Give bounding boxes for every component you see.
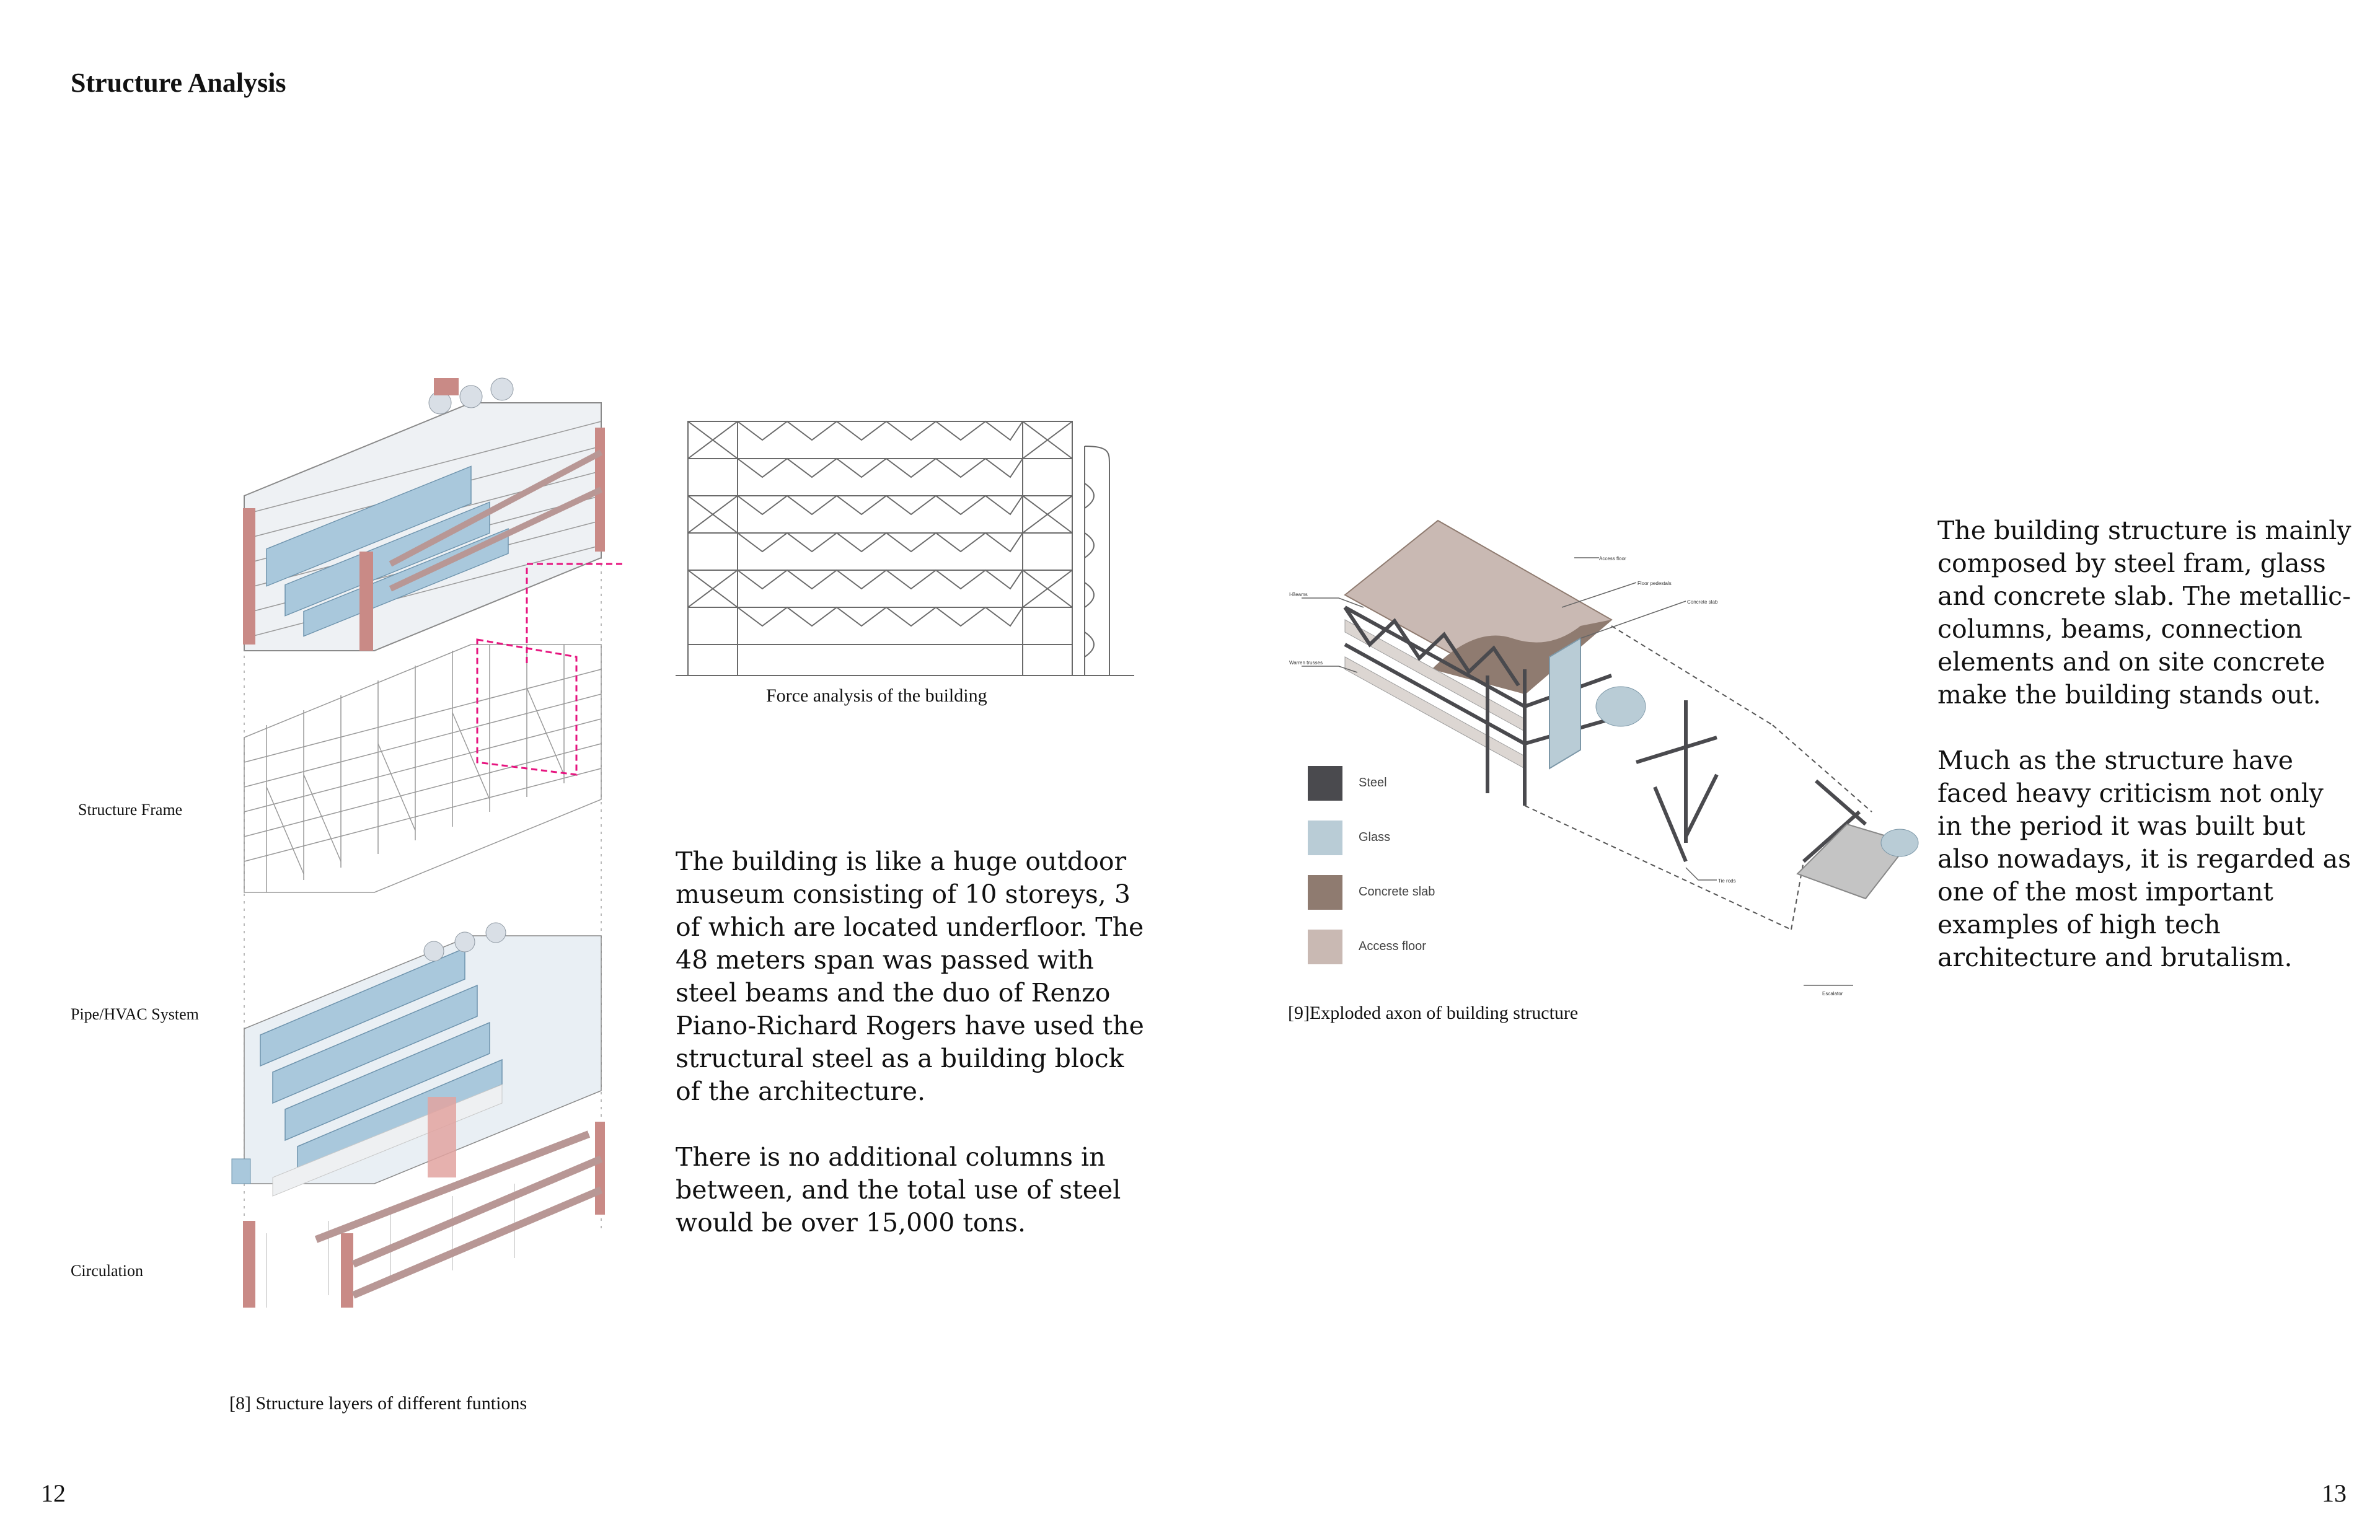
- callout-warren-trusses: Warren trusses: [1289, 660, 1323, 666]
- layers-caption: [8] Structure layers of different funtions: [229, 1393, 527, 1414]
- left-paragraph-1: The building is like a huge outdoor museum consisting of 10 storeys, 3 of which are located underfloor. The 48 meters span was passed with steel beams and the duo of Renzo Piano-Richard Rogers have used the structural steel as a building block of the architecture.: [676, 847, 1144, 1106]
- page-number-left: 12: [41, 1479, 66, 1507]
- callout-floor-pedestals: Floor pedestals: [1637, 581, 1672, 586]
- legend-swatch-glass: [1308, 821, 1342, 855]
- axon-caption: [9]Exploded axon of building structure: [1288, 1003, 1579, 1023]
- callout-tie-rods: Tie rods: [1718, 878, 1736, 884]
- legend-swatch-concrete-slab: [1308, 875, 1342, 910]
- legend-swatch-steel: [1308, 766, 1342, 801]
- hvac-layer: [232, 923, 601, 1196]
- legend-label-glass: Glass: [1359, 830, 1391, 844]
- force-analysis-diagram: [676, 415, 1134, 682]
- callout-access-floor: Access floor: [1599, 556, 1626, 561]
- left-paragraph-2: There is no additional columns in between, and the total use of steel would be over 15,000 tons.: [676, 1142, 1121, 1238]
- legend-label-steel: Steel: [1359, 776, 1387, 790]
- structure-layers-illustration: [229, 353, 626, 1357]
- full-building-layer: [243, 378, 605, 651]
- layer-label-structure-frame: Structure Frame: [78, 801, 183, 819]
- structure-frame-layer: [244, 640, 601, 892]
- layer-label-circulation: Circulation: [71, 1262, 143, 1280]
- legend-swatch-access-floor: [1308, 930, 1342, 964]
- right-body-text: [1937, 514, 2353, 1007]
- right-paragraph-1: The building structure is mainly composed by steel fram, glass and concrete slab. The metallic-columns, beams, connection elements and on site concrete make the building stands out.: [1937, 516, 2351, 710]
- left-body-text: [676, 845, 1153, 1272]
- callout-concrete-slab: Concrete slab: [1687, 599, 1718, 605]
- page-number-right: 13: [2322, 1479, 2347, 1507]
- legend-label-concrete-slab: Concrete slab: [1359, 885, 1435, 899]
- legend-label-access-floor: Access floor: [1359, 939, 1426, 953]
- page-title: Structure Analysis: [71, 68, 286, 98]
- callout-i-beams: I-Beams: [1289, 592, 1308, 597]
- callout-escalator: Escalator: [1822, 991, 1843, 997]
- layer-label-pipe-hvac: Pipe/HVAC System: [71, 1005, 199, 1023]
- force-analysis-caption: Force analysis of the building: [766, 685, 987, 706]
- exploded-axon-diagram: [1289, 514, 1940, 1010]
- right-paragraph-2: Much as the structure have faced heavy criticism not only in the period it was built but also nowadays, it is regarded as one of the most important examples of high tech architecture and brutalism.: [1937, 746, 2351, 972]
